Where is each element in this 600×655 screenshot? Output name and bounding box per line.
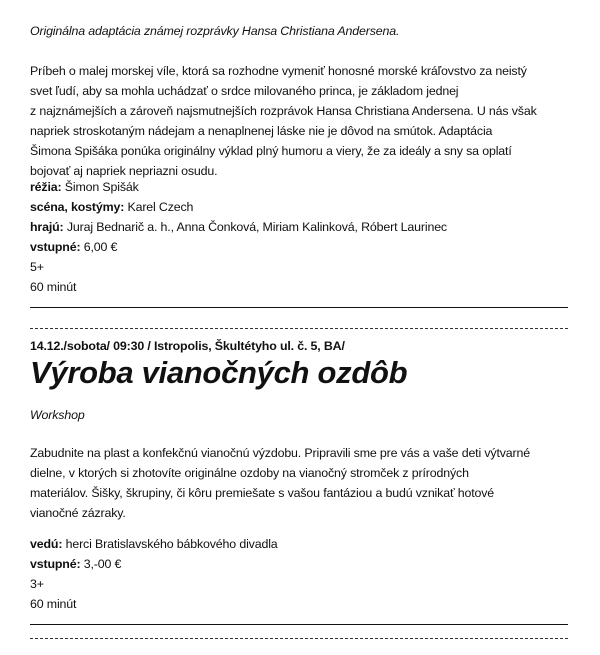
separator-dashed bbox=[30, 638, 568, 639]
description-line: vianočné zázraky. bbox=[30, 506, 126, 520]
credit-label: vstupné: bbox=[30, 557, 81, 571]
credit-price bbox=[30, 237, 447, 257]
event1-duration: 60 minút bbox=[30, 280, 77, 294]
credit-label: réžia: bbox=[30, 180, 62, 194]
credit-price bbox=[30, 554, 278, 574]
credit-value: Karel Czech bbox=[124, 200, 194, 214]
event1-subtitle: Originálna adaptácia známej rozprávky Hansa Christiana Andersena. bbox=[30, 24, 400, 38]
event2-date-venue: 14.12./sobota/ 09:30 / Istropolis, Škultétyho ul. č. 5, BA/ bbox=[30, 339, 345, 353]
description-line: napriek stroskotaným nádejam a nenaplnenej láske nie je dôvod na smútok. Adaptácia bbox=[30, 124, 493, 138]
credit-label: hrajú: bbox=[30, 220, 64, 234]
description-line: z najznámejších a zároveň najsmutnejších rozprávok Hansa Christiana Andersena. U nás však bbox=[30, 104, 537, 118]
description-line: svet ľudí, aby sa mohla uchádzať o srdce milovaného princa, je základom jednej bbox=[30, 84, 459, 98]
credit-value: Juraj Bednarič a. h., Anna Čonková, Miriam Kalinková, Róbert Laurinec bbox=[63, 220, 447, 234]
separator-solid bbox=[30, 624, 568, 625]
credit-cast bbox=[30, 217, 447, 237]
event1-age: 5+ bbox=[30, 260, 44, 274]
event2-credits bbox=[30, 534, 278, 614]
event2-subtitle: Workshop bbox=[30, 408, 85, 422]
event2-title: Výroba vianočných ozdôb bbox=[30, 355, 408, 390]
description-line: bojovať aj napriek nepriazni osudu. bbox=[30, 164, 218, 178]
credit-label: vedú: bbox=[30, 537, 63, 551]
event2-age: 3+ bbox=[30, 577, 44, 591]
credit-director bbox=[30, 177, 447, 197]
credit-value: herci Bratislavského bábkového divadla bbox=[62, 537, 278, 551]
description-line: Šimona Spišáka ponúka originálny výklad plný humoru a viery, že za ideály a sny sa oplatí bbox=[30, 144, 512, 158]
event1-credits bbox=[30, 177, 447, 297]
description-line: Zabudnite na plast a konfekčnú vianočnú výzdobu. Pripravili sme pre vás a vaše deti výtvarné bbox=[30, 446, 531, 460]
credit-value: Šimon Spišák bbox=[61, 180, 139, 194]
credit-value: 6,00 € bbox=[80, 240, 118, 254]
description-line: Príbeh o malej morskej víle, ktorá sa rozhodne vymeniť honosné morské kráľovstvo za neistý bbox=[30, 64, 527, 78]
credit-scenography bbox=[30, 197, 447, 217]
credit-value: 3,-00 € bbox=[80, 557, 122, 571]
credit-leaders bbox=[30, 534, 278, 554]
event1-description bbox=[30, 61, 537, 181]
credit-label: vstupné: bbox=[30, 240, 81, 254]
event2-duration: 60 minút bbox=[30, 597, 77, 611]
event2-description bbox=[30, 443, 530, 523]
credit-label: scéna, kostýmy: bbox=[30, 200, 125, 214]
description-line: materiálov. Šišky, škrupiny, či kôru premiešate s vašou fantáziou a budú vznikať hotové bbox=[30, 486, 495, 500]
description-line: dielne, v ktorých si zhotovíte originálne ozdoby na vianočný stromček z prírodných bbox=[30, 466, 469, 480]
separator-solid bbox=[30, 307, 568, 308]
separator-dashed bbox=[30, 328, 568, 329]
